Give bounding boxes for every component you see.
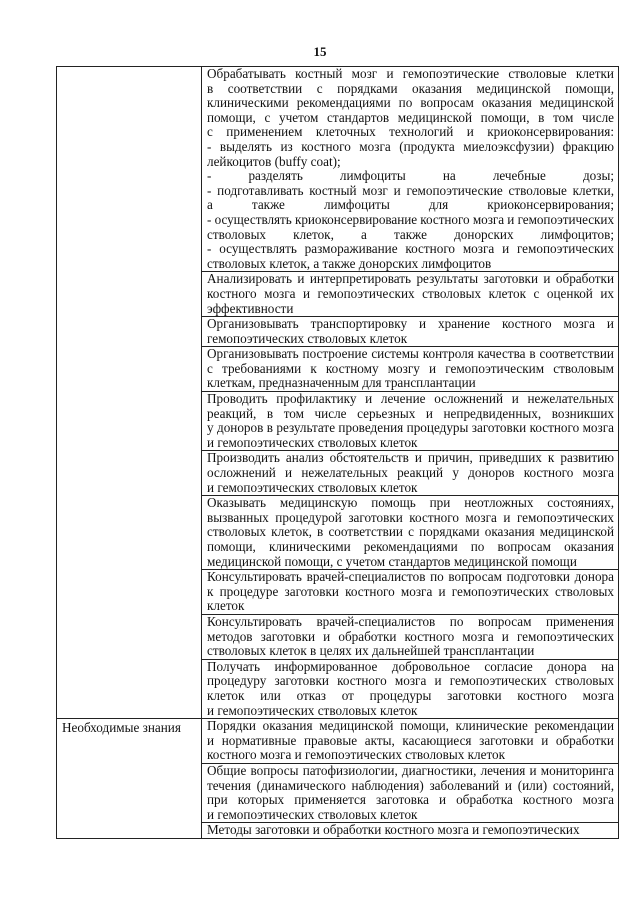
text-line: и гемопоэтических стволовых клеток xyxy=(207,480,418,495)
text-line: помощи, клиническими рекомендациями по вопросам оказания xyxy=(207,540,614,554)
text-line: осложнений и нежелательных реакций у доноров костного мозга xyxy=(207,466,614,481)
text-line: у доноров в результате проведения процедуры заготовки костного мозга xyxy=(207,421,614,436)
text-line: костного мозга и гемопоэтических стволовых клеток xyxy=(207,748,506,763)
text-line: клеткам, предназначенным для трансплантации xyxy=(207,376,476,391)
text-line: течения (динамического наблюдения) заболеваний и (или) состояний, xyxy=(207,778,614,793)
requirement-cell xyxy=(202,763,619,822)
table-row xyxy=(57,67,619,272)
requirement-cell xyxy=(202,67,619,272)
text-line: с применением клеточных технологий и криоконсервирования: xyxy=(207,125,614,140)
text-line: клеток или отказ от процедуры заготовки костного мозга xyxy=(207,688,614,703)
text-line: Производить анализ обстоятельств и причин, приведших к развитию xyxy=(207,451,614,466)
text-line: лейкоцитов (buffy coat); xyxy=(207,154,341,169)
table-row xyxy=(57,719,619,764)
section-label-cell xyxy=(57,719,202,839)
requirement-cell xyxy=(202,392,619,451)
text-line: реакций, в том числе серьезных и непредвиденных, возникших xyxy=(207,406,614,421)
text-line: Получать информированное добровольное согласие донора на xyxy=(207,659,614,674)
text-line: стволовых клеток, в соответствии с порядками оказания медицинской xyxy=(207,525,614,540)
requirement-cell xyxy=(202,659,619,718)
text-line: и нормативные правовые акты, касающиеся заготовки и обработки xyxy=(207,733,614,748)
text-line: костного мозга и гемопоэтических стволовых клеток с оценкой их xyxy=(207,286,614,301)
requirement-cell xyxy=(202,614,619,659)
text-line: вызванных процедурой заготовки костного мозга и гемопоэтических xyxy=(207,510,614,525)
text-line: стволовых клеток, а также донорских лимфоцитов; xyxy=(207,227,614,242)
requirement-cell xyxy=(202,719,619,764)
requirement-cell xyxy=(202,317,619,347)
text-line: - разделять лимфоциты на лечебные дозы; xyxy=(207,169,614,184)
section-label-cell xyxy=(57,67,202,719)
text-line: эффективности xyxy=(207,301,294,316)
text-line: стволовых клеток, а также донорских лимфоцитов xyxy=(207,256,492,271)
text-line: - осуществлять криоконсервирование костного мозга и гемопоэтических xyxy=(207,212,614,227)
text-line: - выделять из костного мозга (продукта миелоэксфузии) фракцию xyxy=(207,139,614,154)
text-line: гемопоэтических стволовых клеток xyxy=(207,331,408,346)
text-line: Обрабатывать костный мозг и гемопоэтические стволовые клетки xyxy=(207,67,614,81)
text-line: Консультировать врачей-специалистов по вопросам применения xyxy=(207,614,614,629)
text-line: Консультировать врачей-специалистов по вопросам подготовки донора xyxy=(207,570,614,585)
requirement-cell xyxy=(202,272,619,317)
text-line: при которых применяется заготовка и обработка костного мозга xyxy=(207,793,614,808)
text-line: и гемопоэтических стволовых клеток xyxy=(207,703,418,718)
text-line: Анализировать и интерпретировать результаты заготовки и обработки xyxy=(207,272,614,287)
requirement-cell xyxy=(202,496,619,570)
text-line: медицинской помощи, с учетом стандартов медицинской помощи xyxy=(207,554,577,569)
text-line: в соответствии с порядками оказания медицинской помощи, xyxy=(207,81,614,96)
text-line: - подготавливать костный мозг и гемопоэтические стволовые клетки, xyxy=(207,183,614,198)
text-line: Общие вопросы патофизиологии, диагностики, лечения и мониторинга xyxy=(207,763,614,778)
requirement-cell xyxy=(202,570,619,615)
competency-table xyxy=(56,66,619,839)
text-line: клеток xyxy=(207,599,245,614)
text-line: помощи, с учетом стандартов медицинской помощи, в том числе xyxy=(207,110,614,125)
text-line: Организовывать построение системы контроля качества в соответствии xyxy=(207,347,614,362)
text-line: Организовывать транспортировку и хранение костного мозга и xyxy=(207,317,614,332)
text-line: к процедуре заготовки костного мозга и гемопоэтических стволовых xyxy=(207,584,614,599)
text-line: Методы заготовки и обработки костного мозга и гемопоэтических xyxy=(207,823,580,838)
requirement-cell xyxy=(202,347,619,392)
text-line: методов заготовки и обработки костного мозга и гемопоэтических xyxy=(207,629,614,644)
requirement-cell xyxy=(202,823,619,839)
requirement-cell xyxy=(202,451,619,496)
text-line: процедуру заготовки костного мозга и гемопоэтических стволовых xyxy=(207,674,614,689)
section-label: Необходимые знания xyxy=(62,720,181,736)
text-line: с требованиями к костному мозгу и гемопоэтическим стволовым xyxy=(207,361,614,376)
text-line: и гемопоэтических стволовых клеток xyxy=(207,807,418,822)
text-line: Оказывать медицинскую помощь при неотложных состояниях, xyxy=(207,496,614,511)
text-line: Проводить профилактику и лечение осложнений и нежелательных xyxy=(207,392,614,407)
text-line: и гемопоэтических стволовых клеток xyxy=(207,435,418,450)
text-line: - осуществлять размораживание костного мозга и гемопоэтических xyxy=(207,242,614,257)
page-number: 15 xyxy=(313,44,327,59)
text-line: а также лимфоциты для криоконсервирования; xyxy=(207,198,614,213)
text-line: клиническими рекомендациями по вопросам оказания медицинской xyxy=(207,96,614,111)
text-line: Порядки оказания медицинской помощи, клинические рекомендации xyxy=(207,719,614,734)
text-line: стволовых клеток в целях их дальнейшей трансплантации xyxy=(207,644,535,659)
